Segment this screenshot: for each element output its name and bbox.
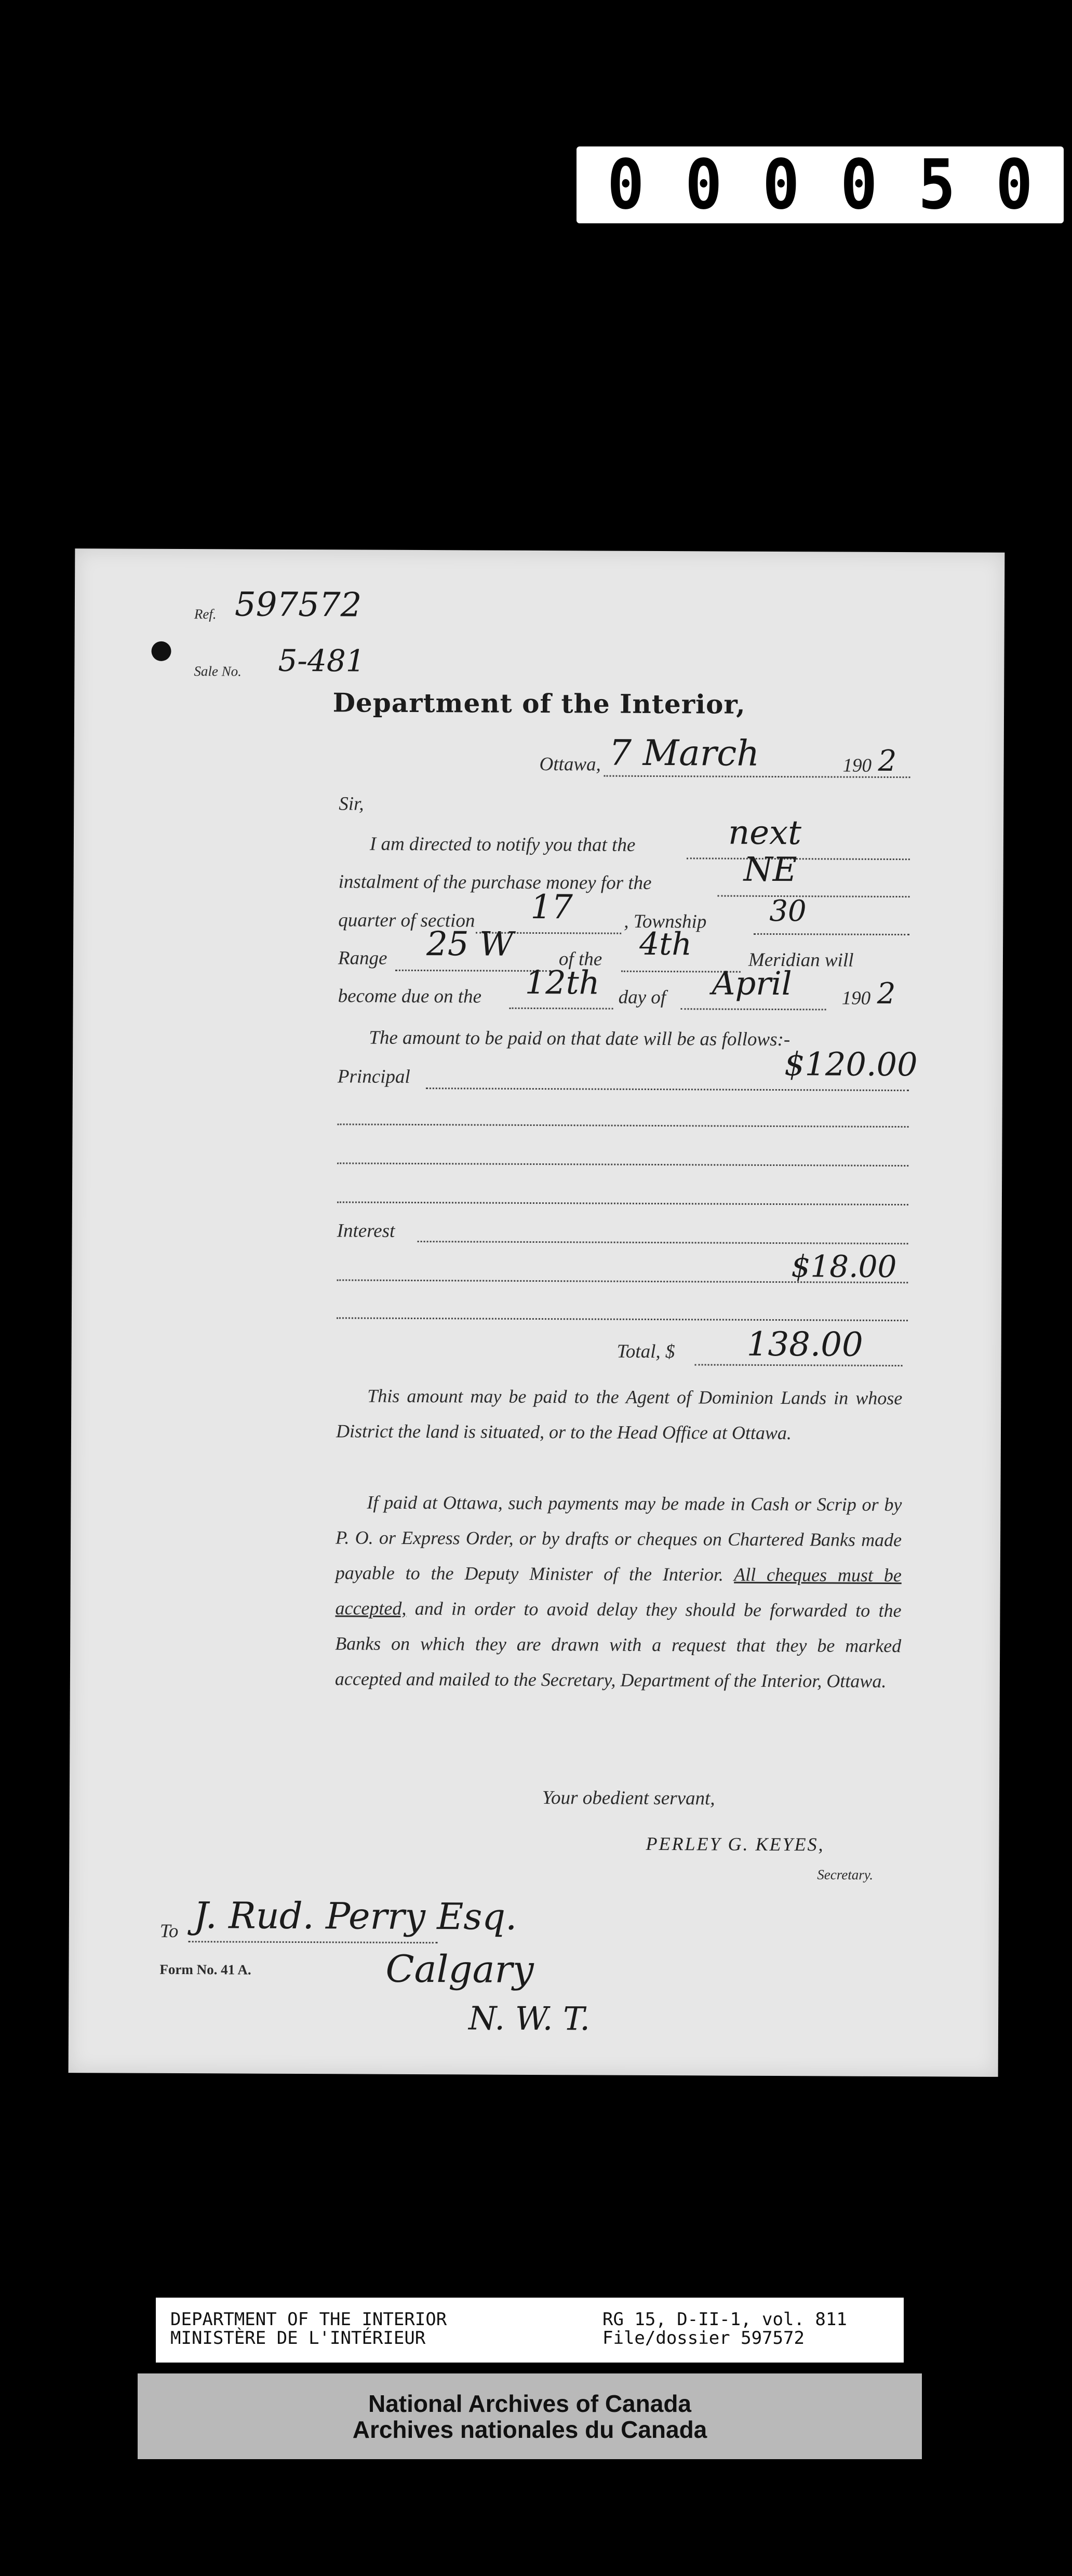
to-label: To xyxy=(159,1920,179,1942)
body-line-4-fill: 25 W xyxy=(426,925,514,964)
body-line-5-fill-2: April xyxy=(712,964,792,1003)
addressee-rule xyxy=(189,1941,438,1943)
body-line-5-year-suffix: 2 xyxy=(877,976,896,1011)
body-line-5-year-prefix: 190 xyxy=(841,987,871,1009)
total-value: 138.00 xyxy=(746,1325,863,1364)
body-line-5-fill: 12th xyxy=(525,963,600,1002)
frame-number-stamp xyxy=(577,146,1064,223)
frame-digit: 0 xyxy=(996,145,1033,225)
amount-intro: The amount to be paid on that date will be as follows:- xyxy=(369,1027,790,1051)
body-line-3-rule-2 xyxy=(754,933,909,935)
body-line-5-rule xyxy=(510,1008,613,1010)
form-number: Form No. 41 A. xyxy=(159,1961,251,1978)
file-dossier: File/dossier 597572 xyxy=(602,2328,805,2349)
principal-rule xyxy=(426,1088,909,1091)
sale-number: 5-481 xyxy=(278,642,365,679)
date-year-prefix: 190 xyxy=(842,755,872,776)
frame-digit: 0 xyxy=(762,145,800,225)
frame-digit: 5 xyxy=(918,145,956,225)
archive-name-en: National Archives of Canada xyxy=(368,2390,691,2417)
addressee-name: J. Rud. Perry Esq. xyxy=(193,1894,517,1938)
salutation: Sir, xyxy=(339,793,364,815)
body-line-5-text: become due on the xyxy=(338,985,482,1008)
ref-label: Ref. xyxy=(194,606,217,622)
body-line-3-fill-2: 30 xyxy=(769,894,807,929)
signer-name: PERLEY G. KEYES, xyxy=(646,1833,825,1855)
date-year-suffix: 2 xyxy=(878,744,897,779)
payment-paragraph-2-text-b: and in order to avoid delay they should be forwarded to the Banks on which they are drawn with a request that they be marked accepted and mailed to the Secretary, Department of the Interior, Ottawa. xyxy=(334,1598,902,1692)
body-line-4-fill-2: 4th xyxy=(639,925,692,963)
archive-name-fr: Archives nationales du Canada xyxy=(352,2416,707,2443)
closing: Your obedient servant, xyxy=(542,1787,715,1809)
blank-rule-1 xyxy=(338,1123,909,1128)
interest-label: Interest xyxy=(337,1220,395,1242)
frame-digit: 0 xyxy=(685,145,722,225)
ref-number: 597572 xyxy=(234,585,362,625)
department-name-fr: MINISTÈRE DE L'INTÉRIEUR xyxy=(170,2328,426,2349)
punch-hole xyxy=(151,641,171,661)
blank-rule-3 xyxy=(337,1201,908,1205)
interest-value: $18.00 xyxy=(791,1249,897,1285)
body-line-1-fill: next xyxy=(728,813,802,853)
date-place: Ottawa, xyxy=(539,754,601,775)
body-line-4-text-3: Meridian will xyxy=(748,949,854,971)
payment-paragraph-2-text-a: If paid at Ottawa, such payments may be made in Cash or Scrip or by P. O. or Express Order, or by drafts or cheques on Chartered Banks made payable to the Deputy Minister of the Interior. xyxy=(335,1492,902,1585)
body-line-3-text: quarter of section xyxy=(338,909,475,932)
record-group: RG 15, D-II-1, vol. 811 xyxy=(602,2309,847,2330)
body-line-4-text: Range xyxy=(338,947,387,969)
payment-paragraph-1 xyxy=(336,1378,903,1451)
principal-value: $120.00 xyxy=(784,1045,918,1084)
addressee-city: Calgary xyxy=(385,1947,534,1991)
letter-page xyxy=(69,548,1005,2077)
signer-title: Secretary. xyxy=(817,1867,874,1883)
sale-label: Sale No. xyxy=(194,663,242,679)
interest-rule-3 xyxy=(337,1317,908,1321)
frame-digit: 0 xyxy=(840,145,878,225)
body-line-3-fill: 17 xyxy=(530,888,573,927)
archive-name-label xyxy=(138,2373,922,2459)
frame-digit: 0 xyxy=(607,145,645,225)
body-line-1-text: I am directed to notify you that the xyxy=(369,833,636,856)
body-line-2-fill: NE xyxy=(743,850,797,890)
body-line-2-text: instalment of the purchase money for the xyxy=(338,871,652,894)
payment-paragraph-2 xyxy=(335,1484,902,1699)
department-heading: Department of the Interior, xyxy=(332,687,746,720)
blank-rule-2 xyxy=(337,1162,908,1166)
body-line-5-rule-2 xyxy=(681,1008,826,1010)
cheques-accepted-notice: All cheques must be accepted, xyxy=(335,1564,902,1619)
body-line-4-text-2: of the xyxy=(558,948,602,970)
addressee-region: N. W. T. xyxy=(468,1999,591,2038)
total-rule xyxy=(695,1364,903,1366)
body-line-1-rule xyxy=(687,857,910,860)
department-name-en: DEPARTMENT OF THE INTERIOR xyxy=(170,2309,447,2330)
payment-paragraph-1-text: This amount may be paid to the Agent of Dominion Lands in whose District the land is situated, or to the Head Office at Ottawa. xyxy=(336,1385,903,1444)
principal-label: Principal xyxy=(337,1066,410,1088)
body-line-2-rule xyxy=(717,895,909,898)
date-day-month: 7 March xyxy=(609,732,760,774)
interest-rule xyxy=(418,1241,908,1244)
body-line-3-text-2: , Township xyxy=(624,910,707,933)
body-line-5-text-2: day of xyxy=(618,986,666,1009)
archive-reference-label xyxy=(156,2298,904,2363)
total-label: Total, $ xyxy=(617,1340,675,1363)
